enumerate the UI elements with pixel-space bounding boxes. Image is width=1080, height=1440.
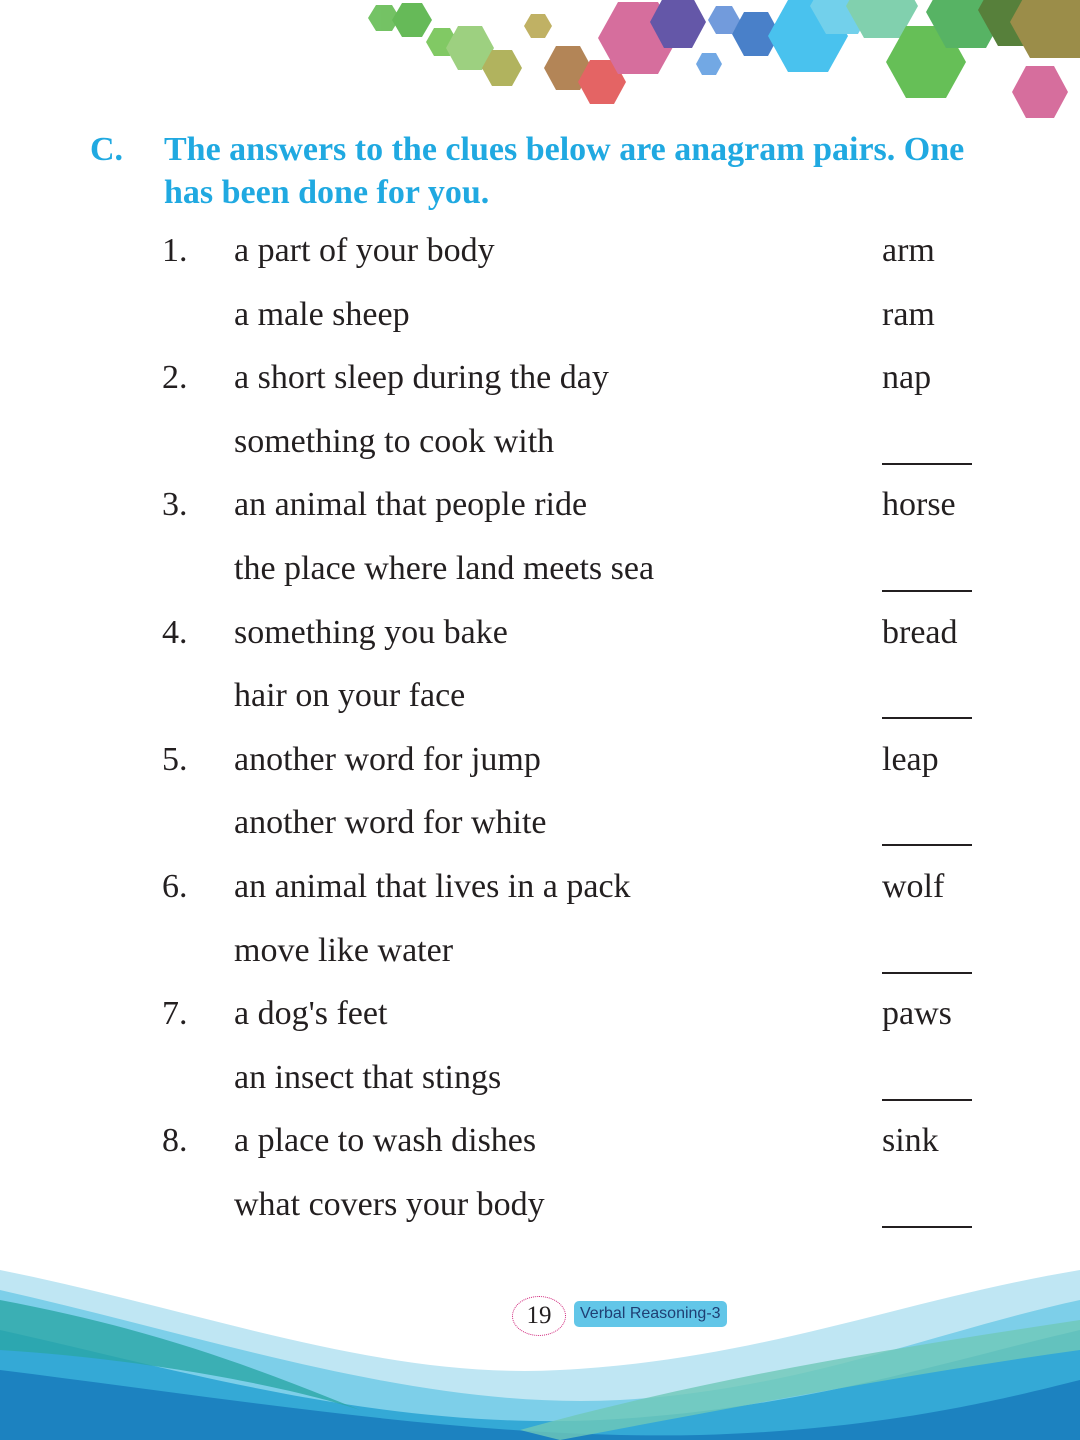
answer-word: nap: [882, 359, 932, 397]
answer-word: sink: [882, 1122, 939, 1160]
clue-row: [0, 606, 1080, 670]
clue-text: a part of your body: [234, 232, 495, 269]
pair-clue-text: an insect that stings: [234, 1058, 502, 1096]
answer-word: arm: [882, 232, 935, 269]
item-number: 6.: [162, 867, 188, 905]
page-number: 19: [512, 1296, 566, 1336]
item-number: 2.: [162, 359, 188, 397]
item-number: 7.: [162, 995, 188, 1033]
clue-text: something you bake: [234, 613, 508, 651]
book-title-badge: Verbal Reasoning-3: [574, 1301, 727, 1327]
clue-row: [0, 733, 1080, 797]
clue-row: [0, 987, 1080, 1051]
item-number: 3.: [162, 486, 188, 524]
pair-clue-text: the place where land meets sea: [234, 549, 655, 587]
pair-row: [0, 288, 1080, 352]
clue-text: an animal that lives in a pack: [234, 867, 631, 905]
answer-word: leap: [882, 740, 939, 778]
answer-blank[interactable]: [882, 972, 972, 974]
answer-blank[interactable]: [882, 463, 972, 465]
answer-blank[interactable]: [882, 1099, 972, 1101]
exercise-heading: [90, 128, 1010, 214]
pair-answer-word: ram: [882, 295, 935, 333]
item-number: 5.: [162, 740, 188, 778]
decorative-waves: [0, 1260, 1080, 1440]
clue-row: [0, 351, 1080, 415]
pair-row: [0, 415, 1080, 479]
answer-word: horse: [882, 486, 956, 524]
clue-row: [0, 860, 1080, 924]
answer-word: wolf: [882, 867, 945, 905]
answer-word: bread: [882, 613, 958, 651]
pair-clue-text: hair on your face: [234, 677, 466, 715]
pair-clue-text: a male sheep: [234, 295, 410, 333]
section-letter: C.: [90, 131, 124, 168]
clue-list: [0, 224, 1080, 1242]
clue-text: an animal that people ride: [234, 486, 588, 524]
pair-clue-text: move like water: [234, 931, 454, 969]
answer-blank[interactable]: [882, 590, 972, 592]
pair-clue-text: something to cook with: [234, 422, 555, 460]
clue-text: a short sleep during the day: [234, 359, 609, 397]
answer-blank[interactable]: [882, 1226, 972, 1228]
pair-row: [0, 669, 1080, 733]
item-number: 4.: [162, 613, 188, 651]
pair-row: [0, 1051, 1080, 1115]
instruction-text: The answers to the clues below are anagram pairs. One has been done for you.: [164, 131, 965, 211]
pair-clue-text: what covers your body: [234, 1185, 545, 1223]
clue-row: [0, 224, 1080, 288]
answer-blank[interactable]: [882, 844, 972, 846]
item-number: 8.: [162, 1122, 188, 1160]
answer-word: paws: [882, 995, 952, 1033]
pair-clue-text: another word for white: [234, 804, 547, 842]
pair-row: [0, 1178, 1080, 1242]
clue-row: [0, 1114, 1080, 1178]
pair-row: [0, 924, 1080, 988]
clue-text: a place to wash dishes: [234, 1122, 537, 1160]
item-number: 1.: [162, 232, 188, 269]
clue-text: another word for jump: [234, 740, 541, 778]
pair-row: [0, 542, 1080, 606]
clue-row: [0, 478, 1080, 542]
answer-blank[interactable]: [882, 717, 972, 719]
pair-row: [0, 796, 1080, 860]
decorative-hexagons: [0, 0, 1080, 130]
clue-text: a dog's feet: [234, 995, 388, 1033]
